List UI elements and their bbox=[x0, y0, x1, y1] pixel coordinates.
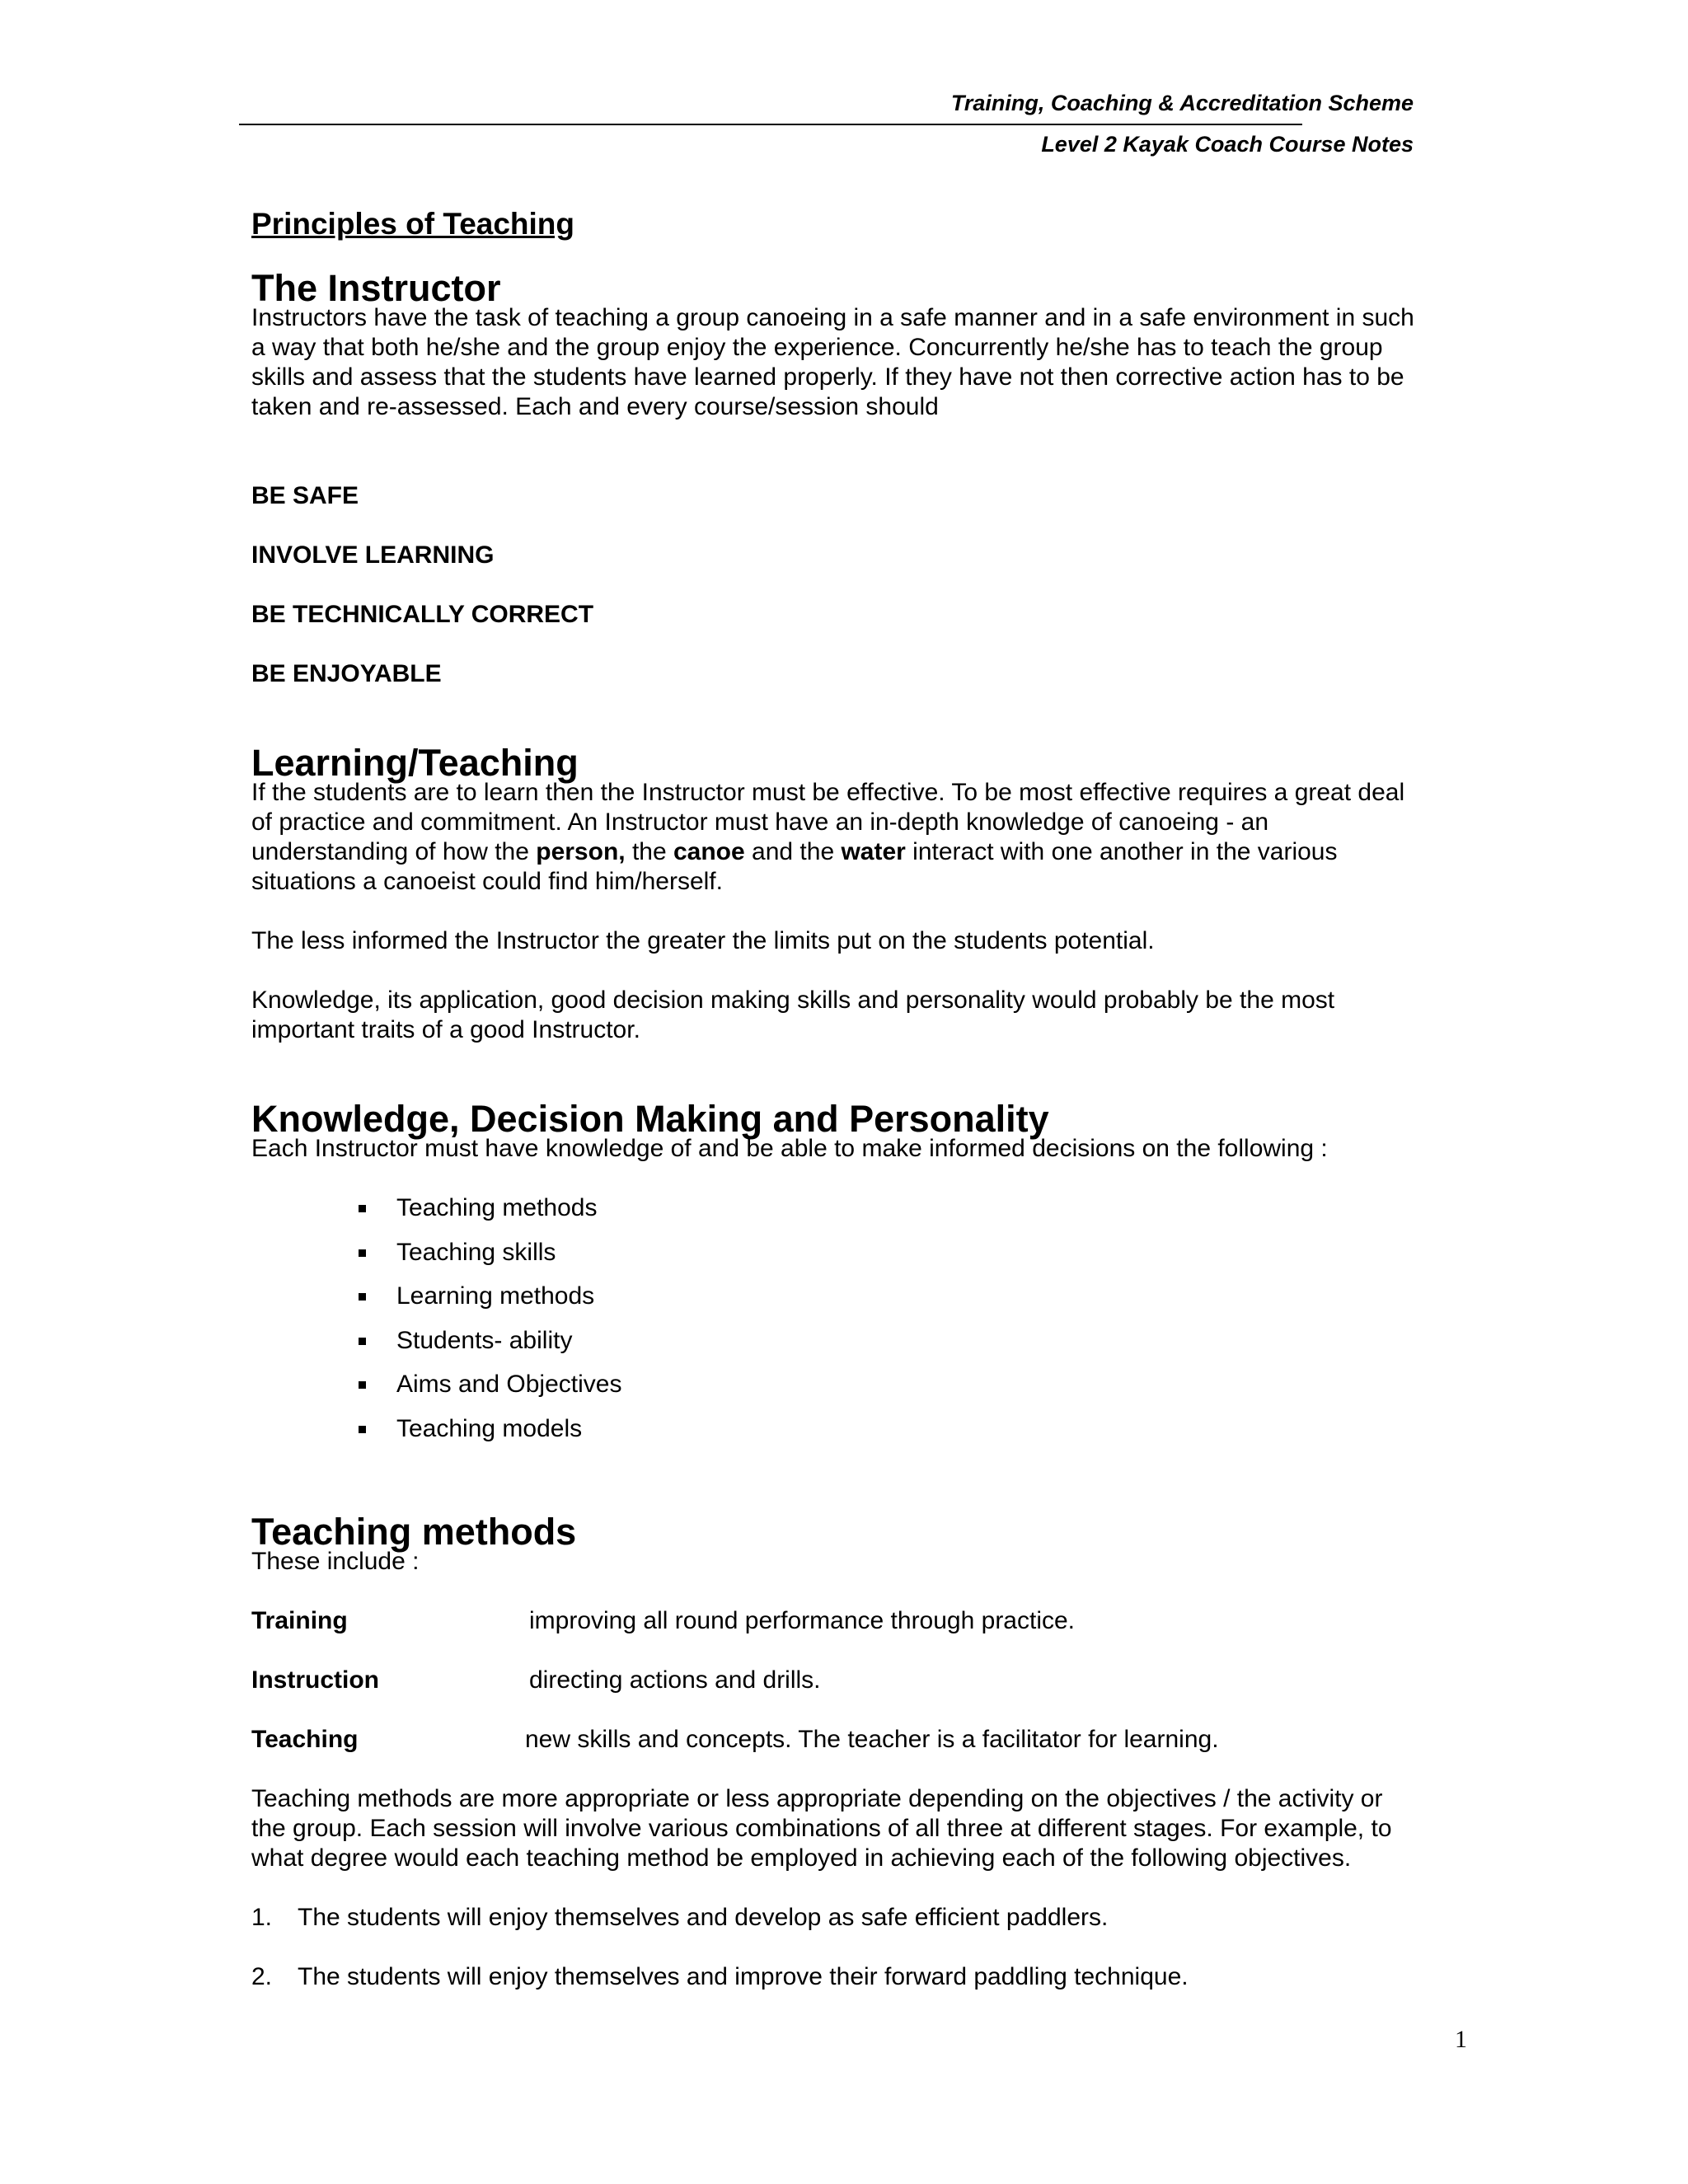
principle-item: BE ENJOYABLE bbox=[251, 660, 442, 687]
spacer bbox=[251, 1045, 1422, 1104]
list-item bbox=[354, 1238, 1422, 1268]
spacer bbox=[251, 1458, 1422, 1517]
section-learning-teaching bbox=[251, 742, 1422, 1045]
square-bullet-icon bbox=[359, 1205, 366, 1212]
method-term: Training bbox=[251, 1607, 348, 1634]
document-body bbox=[251, 206, 1422, 2022]
method-description: new skills and concepts. The teacher is a facilitator for learning. bbox=[525, 1726, 1219, 1753]
list-item-text: Students- ability bbox=[396, 1326, 573, 1354]
method-row bbox=[251, 1725, 1422, 1755]
section-heading: The Instructor bbox=[251, 267, 501, 309]
list-item-text: Aims and Objectives bbox=[396, 1371, 622, 1398]
list-item bbox=[354, 1370, 1422, 1399]
text-run: If the students are to learn then the Instructor must be effective. To be most effective requires a great deal of practice and commitment. An Instructor must have an in-depth knowledge of canoeing - an understanding of how the bbox=[251, 779, 1405, 865]
list-item-text: Learning methods bbox=[396, 1282, 595, 1310]
text-run: interact with one another in the various situations a canoeist could find him/herself. bbox=[251, 838, 1338, 895]
learning-paragraph-2: The less informed the Instructor the greater the limits put on the students potential. bbox=[251, 927, 1155, 954]
page-number: 1 bbox=[1455, 2026, 1467, 2053]
principles-list bbox=[251, 481, 1422, 689]
emphasis-canoe: canoe bbox=[673, 838, 745, 865]
method-row bbox=[251, 1666, 1422, 1695]
list-number: 1. bbox=[251, 1904, 273, 1931]
square-bullet-icon bbox=[359, 1249, 366, 1257]
section-heading: Teaching methods bbox=[251, 1511, 577, 1553]
objectives-list bbox=[251, 1903, 1422, 1992]
list-item-text: The students will enjoy themselves and develop as safe efficient paddlers. bbox=[298, 1904, 1109, 1931]
learning-paragraph-1 bbox=[251, 778, 1422, 897]
list-item bbox=[251, 1962, 1422, 1992]
method-row bbox=[251, 1606, 1422, 1636]
section-knowledge bbox=[251, 1098, 1422, 1444]
spacer bbox=[251, 1577, 1422, 1606]
method-description: directing actions and drills. bbox=[529, 1666, 821, 1694]
spacer bbox=[251, 897, 1422, 926]
knowledge-bullet-list bbox=[251, 1193, 1422, 1444]
text-run: and the bbox=[744, 838, 842, 865]
method-term: Instruction bbox=[251, 1666, 379, 1694]
emphasis-person: person, bbox=[536, 838, 626, 865]
principle-item: BE TECHNICALLY CORRECT bbox=[251, 601, 594, 628]
list-item-text: Teaching methods bbox=[396, 1194, 598, 1221]
list-item-text: The students will enjoy themselves and improve their forward paddling technique. bbox=[298, 1963, 1189, 1990]
principle-item: INVOLVE LEARNING bbox=[251, 541, 495, 569]
list-item-text: Teaching skills bbox=[396, 1238, 556, 1266]
knowledge-intro: Each Instructor must have knowledge of and be able to make informed decisions on the following : bbox=[251, 1135, 1328, 1162]
section-heading: Learning/Teaching bbox=[251, 742, 579, 784]
teaching-methods-intro: These include : bbox=[251, 1548, 420, 1575]
square-bullet-icon bbox=[359, 1293, 366, 1301]
square-bullet-icon bbox=[359, 1381, 366, 1389]
list-item bbox=[251, 1903, 1422, 1933]
square-bullet-icon bbox=[359, 1426, 366, 1433]
spacer bbox=[251, 422, 1422, 481]
method-term: Teaching bbox=[251, 1726, 359, 1753]
list-item bbox=[354, 1193, 1422, 1223]
list-number: 2. bbox=[251, 1963, 273, 1990]
instructor-paragraph: Instructors have the task of teaching a group canoeing in a safe manner and in a safe environment in such a way that both he/she and the group enjoy the experience. Concurrently he/she has to teach the group skills and assess that the students have learned properly. If they have not then corrective action has to be taken and re-assessed. Each and every course/session should bbox=[251, 304, 1414, 420]
learning-paragraph-3: Knowledge, its application, good decision making skills and personality would probably be the most important traits of a good Instructor. bbox=[251, 987, 1335, 1043]
teaching-methods-paragraph: Teaching methods are more appropriate or less appropriate depending on the objectives / the activity or the group. Each session will involve various combinations of all three at different stages. For example, to what degree would each teaching method be employed in achieving each of the following objectives. bbox=[251, 1785, 1392, 1872]
page-title: Principles of Teaching bbox=[251, 207, 575, 241]
header-rule bbox=[239, 124, 1302, 125]
section-instructor bbox=[251, 267, 1422, 422]
list-item bbox=[354, 1414, 1422, 1444]
text-run: the bbox=[625, 838, 673, 865]
list-item-text: Teaching models bbox=[396, 1414, 583, 1442]
method-description: improving all round performance through practice. bbox=[529, 1607, 1076, 1634]
spacer bbox=[251, 956, 1422, 986]
principle-item: BE SAFE bbox=[251, 482, 359, 509]
section-teaching-methods bbox=[251, 1511, 1422, 1992]
header-title: Training, Coaching & Accreditation Scheme bbox=[950, 91, 1414, 115]
emphasis-water: water bbox=[841, 838, 906, 865]
list-item bbox=[354, 1282, 1422, 1311]
list-item bbox=[354, 1326, 1422, 1356]
section-heading: Knowledge, Decision Making and Personality bbox=[251, 1098, 1049, 1140]
square-bullet-icon bbox=[359, 1338, 366, 1345]
header-subtitle: Level 2 Kayak Coach Course Notes bbox=[1041, 132, 1414, 157]
